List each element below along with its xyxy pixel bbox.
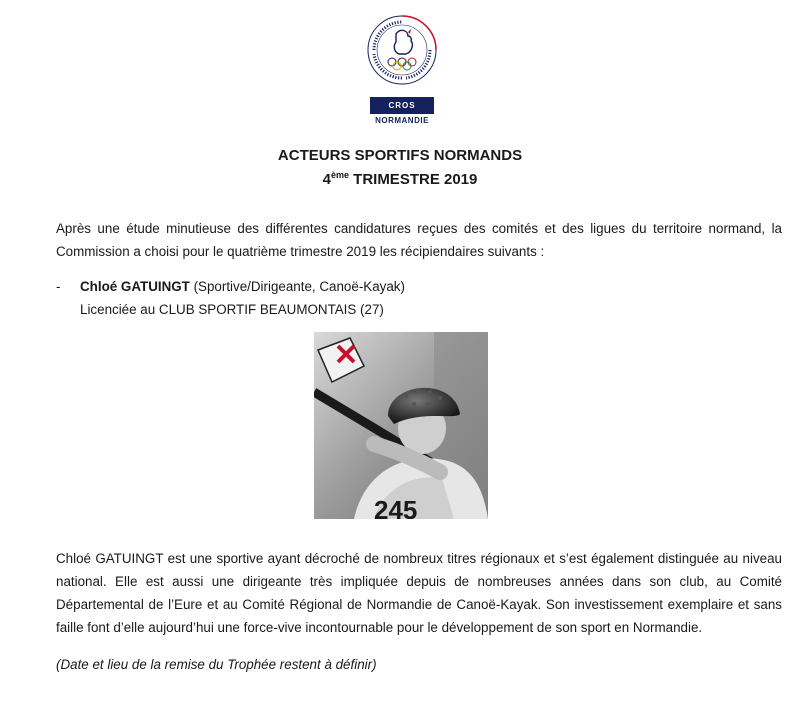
athlete-photo bbox=[314, 332, 488, 519]
recipient-role: (Sportive/Dirigeante, Canoë-Kayak) bbox=[189, 279, 405, 294]
quarter-number: 4 bbox=[322, 171, 331, 188]
list-bullet: - bbox=[56, 279, 61, 294]
logo-subtitle: NORMANDIE bbox=[375, 116, 429, 125]
olympic-rooster-emblem-icon bbox=[366, 14, 438, 86]
description-paragraph: Chloé GATUINGT est une sportive ayant décroché de nombreux titres régionaux et s’est également distinguée au niveau national. Elle est aussi une dirigeante très impliquée depuis de nombreuses années dans son club, au Comité Départemental de l’Eure et au Comité Régional de Normandie de Canoë-Kayak. Son investissement exemplaire et sans faille font d’elle aujourd’hui une force-vive incontournable pour le développement de son sport en Normandie. bbox=[56, 551, 782, 635]
kayak-athlete-image bbox=[314, 332, 488, 519]
cros-normandie-logo bbox=[364, 14, 440, 124]
recipient-line bbox=[80, 279, 405, 294]
bib-number: 245 bbox=[374, 495, 418, 519]
page-title: ACTEURS SPORTIFS NORMANDS bbox=[277, 147, 523, 164]
logo-band: CROS bbox=[370, 97, 434, 114]
ceremony-note: (Date et lieu de la remise du Trophée restent à définir) bbox=[56, 657, 377, 672]
intro-paragraph: Après une étude minutieuse des différentes candidatures reçues des comités et des ligues du territoire normand, la Commission a choisi pour le quatrième trimestre 2019 les récipiendaires suivants : bbox=[56, 221, 782, 259]
recipient-club: Licenciée au CLUB SPORTIF BEAUMONTAIS (27) bbox=[80, 302, 384, 317]
quarter-label: TRIMESTRE 2019 bbox=[348, 171, 478, 188]
quarter-suffix: ème bbox=[330, 170, 349, 180]
quarter-subtitle bbox=[0, 170, 800, 188]
recipient-name: Chloé GATUINGT bbox=[80, 279, 190, 294]
